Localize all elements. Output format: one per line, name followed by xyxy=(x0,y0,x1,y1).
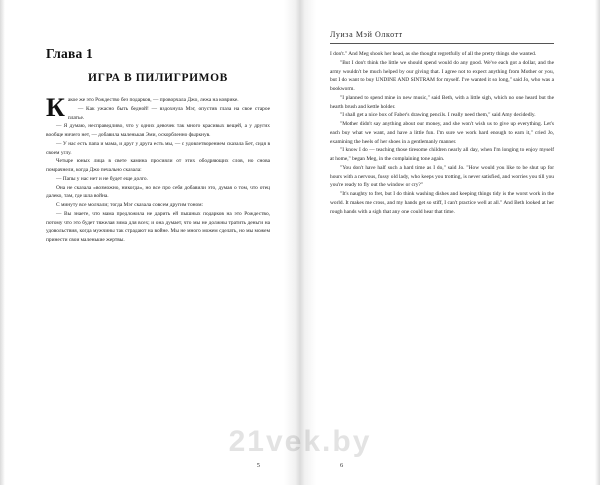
paragraph: "But I don't think the little we should spend would do any good. We've each got a dollar, and the army wouldn't be much helped by our giving that. I agree not to expect anything from Mother or you, but I do want to buy UNDINE AND SINTRAM for myself. I've wanted it so long," said Jo, who was a bookworm. xyxy=(330,59,554,92)
paragraph: — У нас есть папа и мама, и друг у друга есть мы, — с удовлетворением сказала Бет, сидя в своем углу. xyxy=(46,140,270,156)
paragraph: "It's naughty to fret, but I do think washing dishes and keeping things tidy is the worst work in the world. It makes me cross, and my hands get so stiff, I can't practice well at all." And Beth looked at her rough hands with a sigh that any one could hear that time. xyxy=(330,191,554,215)
page-edge-shadow xyxy=(0,0,5,485)
paragraph-text: акое же это Рождество без подарков, — проворчала Джо, лежа на коврике. xyxy=(67,97,239,103)
chapter-subtitle: ИГРА В ПИЛИГРИМОВ xyxy=(88,72,228,84)
paragraph: С минуту все молчали; тогда Мэг сказала совсем другим тоном: xyxy=(56,202,204,208)
right-page xyxy=(300,0,600,485)
page-number-left: 5 xyxy=(256,462,260,469)
paragraph: Четыре юных лица в свете камина просияли от этих ободряющих слов, но снова помрачнели, когда Джо печально сказала: xyxy=(46,158,270,173)
drop-cap: К xyxy=(46,93,65,122)
running-head: Луиза Мэй Олкотт xyxy=(330,30,554,44)
left-page-body xyxy=(46,93,270,245)
right-page-body xyxy=(330,50,554,216)
paragraph: — Я думаю, несправедливо, что у одних девочек так много красивых вещей, а у других вообще ничего нет, — добавила маленькая Эми, оскорбленно фыркнув. xyxy=(46,123,270,138)
paragraph: "You don't have half such a hard time as I do," said Jo. "How would you like to be shut up for hours with a nervous, fussy old lady, who keeps you trotting, is never satisfied, and worries you till you you're ready to fly out the window or cry?" xyxy=(330,164,554,189)
page-number-right: 6 xyxy=(340,462,344,469)
gutter-shadow xyxy=(300,0,316,485)
paragraph: "I planned to spend mine in new music," said Beth, with a little sigh, which no one heard but the hearth brush and kettle holder. xyxy=(330,94,554,110)
chapter-title: Глава 1 xyxy=(46,46,93,61)
paragraph: I don't." And Meg shook her head, as she thought regretfully of all the pretty things she wanted. xyxy=(330,51,537,57)
paragraph: "Mother didn't say anything about our money, and she won't wish us to give up everything. Let's each buy what we want, and have a little fun. I'm sure we work hard enough to earn it," cried Jo, examining the heels of her shoes in a gentlemanly manner. xyxy=(330,121,554,145)
paragraph: — Как ужасно быть бедной! — вздохнула Мэг, опустив глаза на свое старое платье. xyxy=(67,105,270,121)
paragraph: "I know I do — teaching those tiresome children nearly all day, when I'm longing to enjoy myself at home," began Meg, in the complaining tone again. xyxy=(330,147,554,162)
paragraph: — Вы знаете, что мама предложила не дарить ей пышных подарков на это Рождество, потому что это будет тяжелая зима для всех; и она думает, что мы не должны тратить деньги на удовольствия, когда мужчины так страдают на войне. Мы не много можем сделать, но мы можем принести свои маленькие жертвы. xyxy=(46,210,270,243)
paragraph: — Папы у нас нет и не будет еще долго. xyxy=(56,175,148,182)
paragraph: Она не сказала «возможно, никогда», но все про себя добавили это, думая о том, что отец далеко, там, где шла война. xyxy=(46,184,270,200)
paragraph: "I shall get a nice box of Faber's drawing pencils. I really need them," said Amy decidedly. xyxy=(340,112,536,119)
gutter-shadow xyxy=(284,0,300,485)
page-edge-shadow xyxy=(595,0,600,485)
